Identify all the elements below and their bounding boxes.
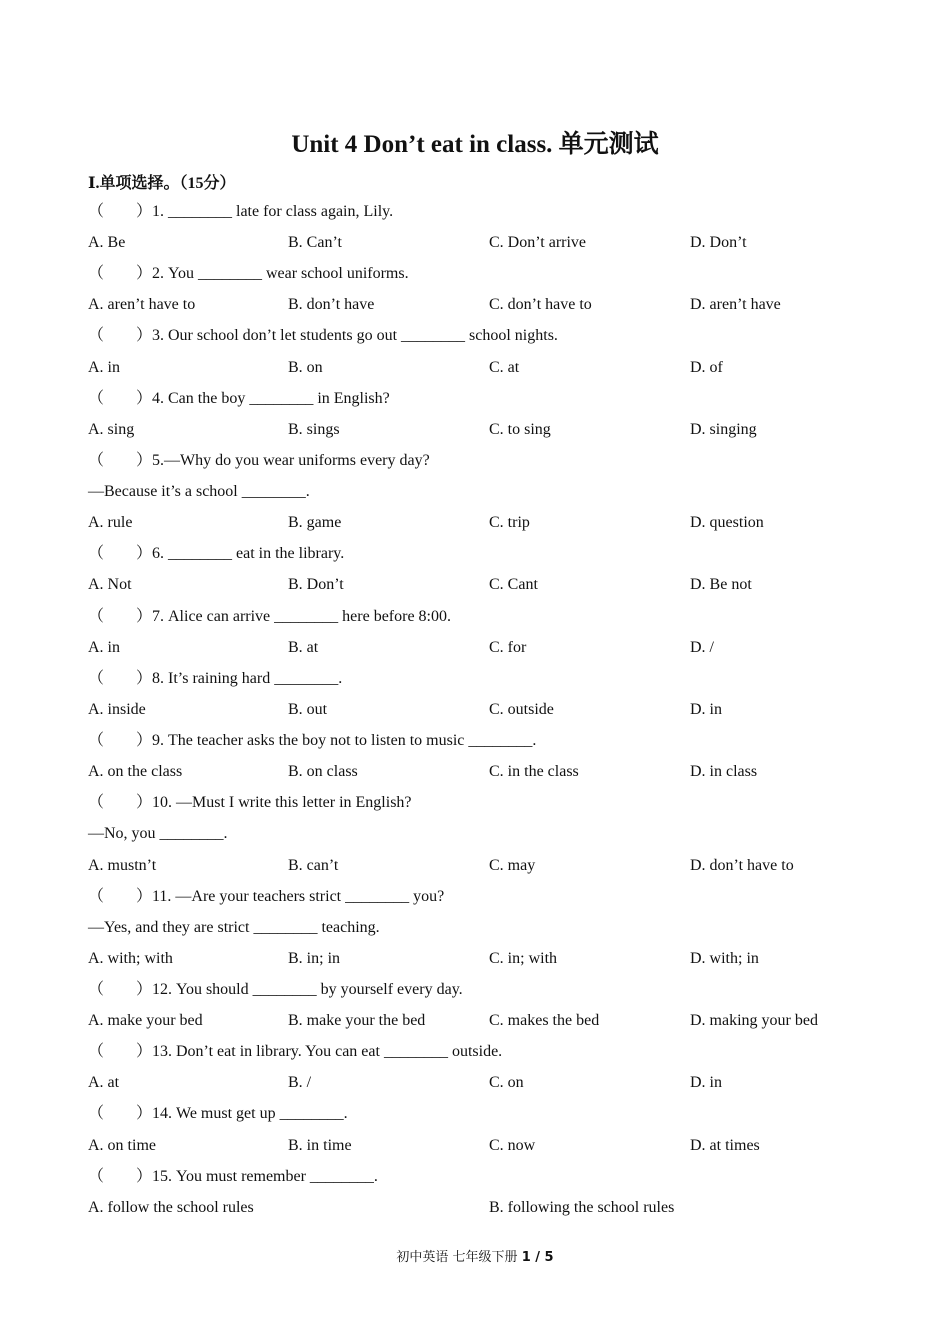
question-stem: （ ）3. Our school don’t let students go out ________ school nights. xyxy=(88,327,558,345)
answer-option: B. Don’t xyxy=(288,576,344,594)
section-heading: Ⅰ.单项选择。（15分） xyxy=(88,175,236,192)
answer-option: A. at xyxy=(88,1074,120,1092)
question-stem: （ ）6. ________ eat in the library. xyxy=(88,545,345,563)
answer-option: C. at xyxy=(489,358,520,376)
question-stem: （ ）15. You must remember ________. xyxy=(88,1167,378,1185)
answer-option: B. at xyxy=(288,638,319,656)
answer-option: D. with; in xyxy=(690,949,759,967)
page-footer xyxy=(0,1246,950,1265)
answer-option: C. in the class xyxy=(489,763,579,781)
question-stem: （ ）9. The teacher asks the boy not to listen to music ________. xyxy=(88,732,537,750)
question-stem-continued: —No, you ________. xyxy=(88,825,228,843)
answer-option: B. following the school rules xyxy=(489,1198,675,1216)
footer-text: 初中英语 七年级下册 xyxy=(396,1250,518,1265)
answer-option: A. aren’t have to xyxy=(88,296,196,314)
answer-option: A. follow the school rules xyxy=(88,1198,254,1216)
answer-option: B. game xyxy=(288,514,342,532)
answer-option: B. can’t xyxy=(288,856,339,874)
answer-option: D. making your bed xyxy=(690,1012,818,1030)
answer-option: C. may xyxy=(489,856,536,874)
answer-option: A. mustn’t xyxy=(88,856,157,874)
answer-option: B. don’t have xyxy=(288,296,375,314)
answer-option: B. on class xyxy=(288,763,358,781)
answer-option: D. at times xyxy=(690,1136,760,1154)
question-stem: （ ）1. ________ late for class again, Lily. xyxy=(88,203,394,220)
answer-option: C. on xyxy=(489,1074,524,1092)
answer-option: B. / xyxy=(288,1074,312,1092)
answer-option: C. makes the bed xyxy=(489,1012,600,1030)
answer-option: C. trip xyxy=(489,514,530,532)
answer-option: A. with; with xyxy=(88,949,173,967)
answer-option: A. sing xyxy=(88,420,135,438)
page-title: Unit 4 Don’t eat in class. 单元测试 xyxy=(291,131,659,158)
answer-option: D. don’t have to xyxy=(690,856,794,874)
question-stem: （ ）5.—Why do you wear uniforms every day? xyxy=(88,451,430,469)
answer-option: B. out xyxy=(288,700,328,718)
answer-option: C. outside xyxy=(489,700,554,718)
answer-option: B. make your the bed xyxy=(288,1012,426,1030)
answer-option: B. Can’t xyxy=(288,234,342,252)
answer-option: C. Cant xyxy=(489,576,538,594)
answer-option: D. of xyxy=(690,358,723,376)
question-stem-continued: —Yes, and they are strict ________ teaching. xyxy=(88,918,380,936)
answer-option: A. on time xyxy=(88,1136,156,1154)
answer-option: D. in xyxy=(690,1074,722,1092)
answer-option: B. on xyxy=(288,358,323,376)
answer-option: A. rule xyxy=(88,514,133,532)
question-stem: （ ）10. —Must I write this letter in English? xyxy=(88,794,412,812)
answer-option: D. question xyxy=(690,514,764,532)
answer-option: A. in xyxy=(88,638,120,656)
answer-option: A. make your bed xyxy=(88,1012,203,1030)
answer-option: C. for xyxy=(489,638,527,656)
question-stem: （ ）8. It’s raining hard ________. xyxy=(88,669,343,687)
question-stem: （ ）11. —Are your teachers strict ________ you? xyxy=(88,887,445,905)
page-number: 1 / 5 xyxy=(521,1250,554,1265)
question-stem-continued: —Because it’s a school ________. xyxy=(88,483,310,501)
answer-option: A. in xyxy=(88,358,120,376)
answer-option: B. in; in xyxy=(288,949,341,967)
answer-option: D. / xyxy=(690,638,714,656)
answer-option: A. Be xyxy=(88,234,126,252)
answer-option: D. in class xyxy=(690,763,758,781)
answer-option: A. Not xyxy=(88,576,132,594)
question-stem: （ ）7. Alice can arrive ________ here before 8:00. xyxy=(88,607,451,625)
question-stem: （ ）12. You should ________ by yourself every day. xyxy=(88,981,463,998)
answer-option: D. Be not xyxy=(690,576,752,594)
question-stem: （ ）13. Don’t eat in library. You can eat ________ outside. xyxy=(88,1043,503,1061)
answer-option: A. inside xyxy=(88,700,146,718)
answer-option: C. don’t have to xyxy=(489,296,592,314)
answer-option: D. singing xyxy=(690,420,757,438)
answer-option: C. now xyxy=(489,1136,536,1154)
question-stem: （ ）14. We must get up ________. xyxy=(88,1105,348,1123)
answer-option: A. on the class xyxy=(88,763,183,781)
answer-option: B. sings xyxy=(288,420,340,438)
answer-option: C. to sing xyxy=(489,420,551,438)
answer-option: D. aren’t have xyxy=(690,296,781,314)
answer-option: B. in time xyxy=(288,1136,352,1154)
answer-option: C. Don’t arrive xyxy=(489,234,587,252)
answer-option: D. Don’t xyxy=(690,234,747,252)
answer-option: D. in xyxy=(690,700,722,718)
answer-option: C. in; with xyxy=(489,949,558,967)
question-stem: （ ）2. You ________ wear school uniforms. xyxy=(88,265,409,283)
question-stem: （ ）4. Can the boy ________ in English? xyxy=(88,389,390,407)
